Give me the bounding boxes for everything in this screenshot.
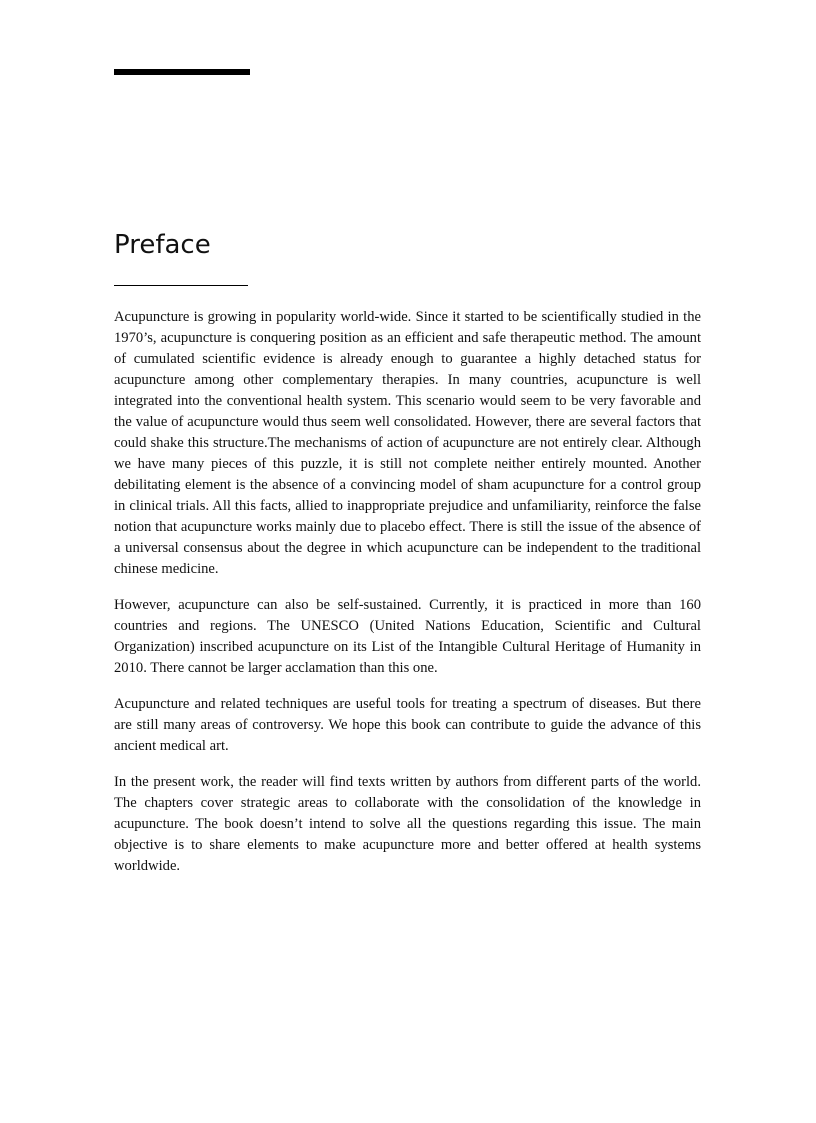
title-underline-rule [114,285,248,286]
top-decorative-rule [114,69,250,75]
paragraph-4: In the present work, the reader will find texts written by authors from different parts of the world. The chapters cover strategic areas to collaborate with the consolidation of the knowledge in acupuncture. The book doesn’t intend to solve all the questions regarding this issue. The main objective is to share elements to make acupuncture more and better offered at health systems worldwide. [114,774,701,874]
page-title: Preface [114,230,211,260]
paragraph-2: However, acupuncture can also be self-sustained. Currently, it is practiced in more than 160 countries and regions. The UNESCO (United Nations Education, Scientific and Cultural Organization) inscribed acupuncture on its List of the Intangible Cultural Heritage of Humanity in 2010. There cannot be larger acclamation than this one. [114,597,701,676]
preface-body [114,307,701,892]
paragraph-1: Acupuncture is growing in popularity world-wide. Since it started to be scientifically studied in the 1970’s, acupuncture is conquering position as an efficient and safe therapeutic method. The amount of cumulated scientific evidence is already enough to guarantee a highly detached status for acupuncture among other complementary therapies. In many countries, acupuncture is well integrated into the conventional health system. This scenario would seem to be very favorable and the value of acupuncture would thus seem well consolidated. However, there are several factors that could shake this structure.The mechanisms of action of acupuncture are not entirely clear. Although we have many pieces of this puzzle, it is still not complete neither entirely mounted. Another debilitating element is the absence of a convincing model of sham acupuncture for a control group in clinical trials. All this facts, allied to inappropriate prejudice and unfamiliarity, reinforce the false notion that acupuncture works mainly due to placebo effect. There is still the issue of the absence of a universal consensus about the degree in which acupuncture can be independent to the traditional chinese medicine. [114,309,701,577]
paragraph-3: Acupuncture and related techniques are useful tools for treating a spectrum of diseases. But there are still many areas of controversy. We hope this book can contribute to guide the advance of this ancient medical art. [114,696,701,754]
